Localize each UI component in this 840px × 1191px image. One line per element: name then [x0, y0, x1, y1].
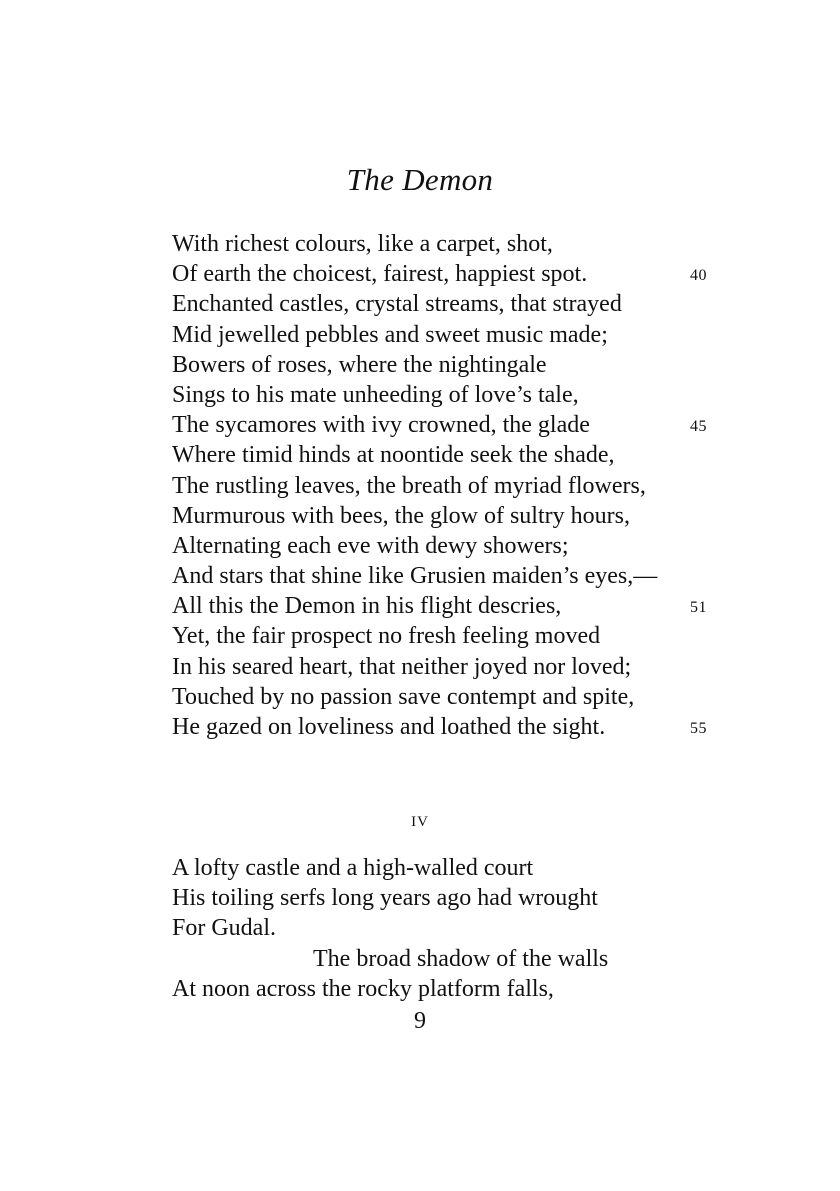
poem-line-text: With richest colours, like a carpet, shot,: [172, 231, 553, 257]
poem-line: [172, 652, 712, 682]
poem-line: [172, 883, 712, 913]
poem-line-text: All this the Demon in his flight descries,: [172, 593, 562, 620]
poem-line: [172, 289, 712, 319]
poem-line-text: Yet, the fair prospect no fresh feeling moved: [172, 623, 601, 650]
poem-line: [172, 712, 712, 742]
poem-line-text: Murmurous with bees, the glow of sultry hours,: [172, 502, 630, 529]
line-number: 55: [690, 720, 707, 737]
poem-line-text: Alternating each eve with dewy showers;: [172, 532, 569, 559]
poem-line: [172, 682, 712, 712]
poem-line: [172, 229, 712, 259]
poem-line-text: Where timid hinds at noontide seek the shade,: [172, 442, 615, 469]
line-number: 51: [690, 599, 707, 617]
poem-line-text: For Gudal.: [172, 915, 276, 942]
poem-line-text: At noon across the rocky platform falls,: [172, 975, 554, 1002]
poem-line: [172, 621, 712, 651]
poem-line: [172, 350, 712, 380]
poem-line-text: Bowers of roses, where the nightingale: [172, 351, 547, 378]
line-number: 45: [690, 418, 707, 436]
poem-line: [172, 561, 712, 591]
poem-line-text: The rustling leaves, the breath of myriad flowers,: [172, 472, 646, 499]
poem-line-text: Touched by no passion save contempt and spite,: [172, 683, 635, 710]
poem-line: [172, 440, 712, 470]
poem-line-text: Of earth the choicest, fairest, happiest spot.: [172, 261, 588, 288]
poem-line: [172, 259, 712, 289]
poem-line-text: Enchanted castles, crystal streams, that strayed: [172, 291, 622, 318]
stanza-2: [172, 853, 712, 1004]
poem-line-text: And stars that shine like Grusien maiden’s eyes,—: [172, 563, 658, 590]
poem-line-text: The sycamores with ivy crowned, the glade: [172, 412, 590, 439]
poem-line: [172, 410, 712, 440]
poem-line: [172, 531, 712, 561]
poem-line: [172, 380, 712, 410]
page-title: The Demon: [346, 162, 494, 197]
poem-line-text: The broad shadow of the walls: [313, 945, 609, 972]
poem-line: [172, 320, 712, 350]
poem-line-text: His toiling serfs long years ago had wrought: [172, 885, 598, 912]
poem-line: [172, 501, 712, 531]
poem-line-text: A lofty castle and a high-walled court: [172, 855, 534, 881]
poem-line: [172, 853, 712, 883]
poem-line-text: In his seared heart, that neither joyed nor loved;: [172, 653, 632, 680]
stanza-1: [172, 229, 712, 742]
poem-line-text: Sings to his mate unheeding of love’s tale,: [172, 381, 579, 408]
page-number: 9: [414, 1008, 426, 1034]
line-number: 40: [690, 267, 707, 285]
poem-line-indented: [172, 944, 712, 974]
poem-line: [172, 913, 712, 943]
poem-line: [172, 591, 712, 621]
poem-line-text: Mid jewelled pebbles and sweet music made;: [172, 321, 608, 348]
section-heading: IV: [411, 814, 429, 830]
poem-line-text: He gazed on loveliness and loathed the sight.: [172, 714, 606, 740]
poem-line: [172, 974, 712, 1004]
poem-line: [172, 471, 712, 501]
